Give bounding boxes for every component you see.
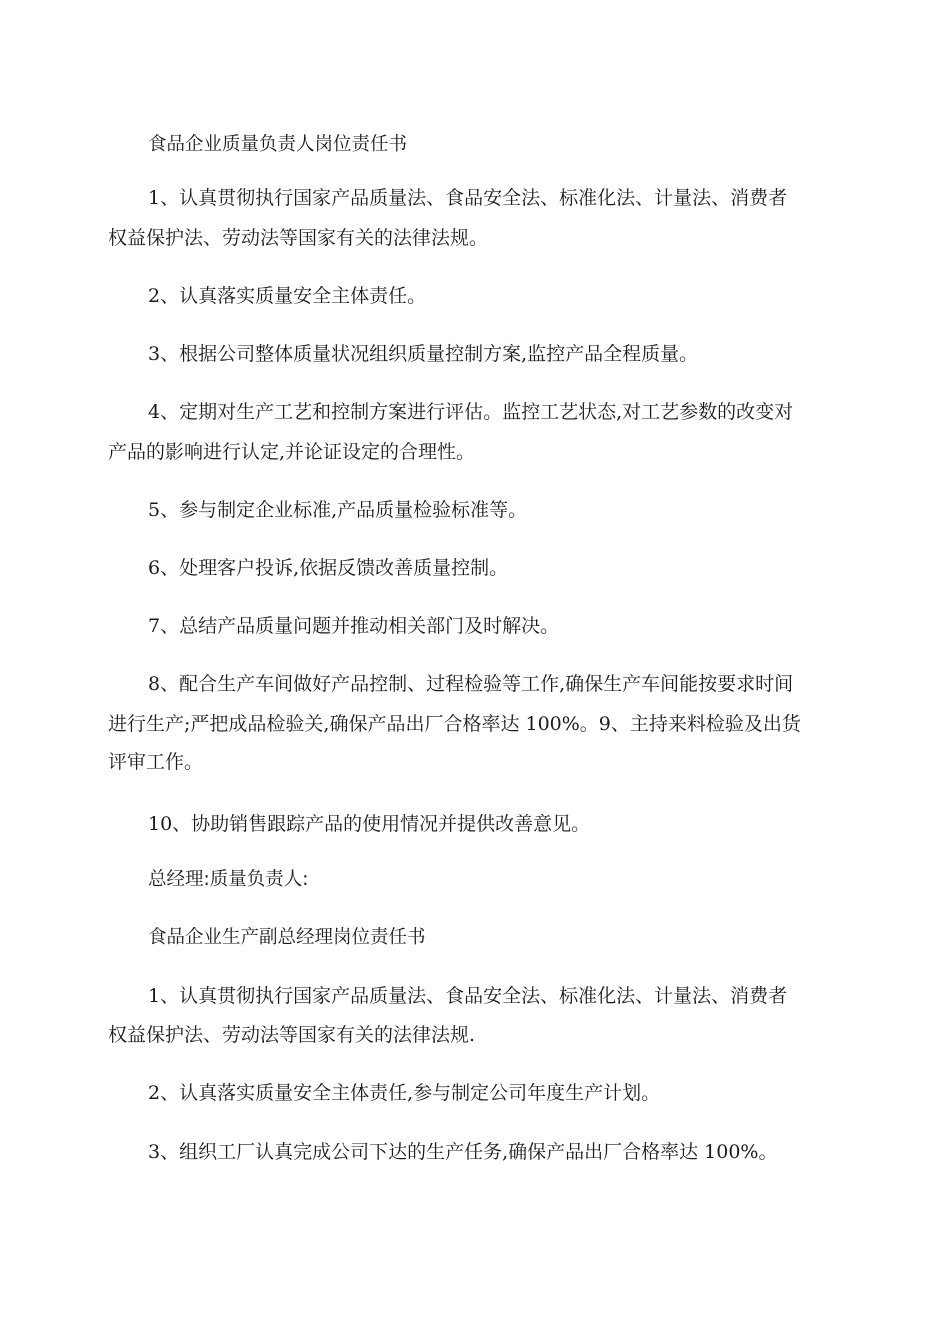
- section1-item4-line1: 4、定期对生产工艺和控制方案进行评估。监控工艺状态,对工艺参数的改变对: [148, 401, 794, 423]
- section1-item8-line2: 进行生产;严把成品检验关,确保产品出厂合格率达 100%。9、主持来料检验及出货: [108, 713, 801, 735]
- section1-item1-line2: 权益保护法、劳动法等国家有关的法律法规。: [108, 227, 489, 249]
- section1-title: 食品企业质量负责人岗位责任书: [148, 134, 408, 155]
- section1-item5: 5、参与制定企业标准,产品质量检验标准等。: [148, 499, 528, 521]
- section1-item4-line2: 产品的影响进行认定,并论证设定的合理性。: [108, 441, 476, 463]
- section1-item1-line1: 1、认真贯彻执行国家产品质量法、食品安全法、标准化法、计量法、消费者: [148, 187, 788, 209]
- section1-item10: 10、协助销售跟踪产品的使用情况并提供改善意见。: [148, 813, 591, 835]
- section2-item1-line1: 1、认真贯彻执行国家产品质量法、食品安全法、标准化法、计量法、消费者: [148, 985, 788, 1007]
- section1-item3: 3、根据公司整体质量状况组织质量控制方案,监控产品全程质量。: [148, 343, 699, 365]
- section1-signature: 总经理:质量负责人:: [148, 869, 309, 890]
- section1-item2: 2、认真落实质量安全主体责任。: [148, 285, 427, 307]
- section1-item8-line3: 评审工作。: [108, 751, 204, 773]
- section1-item7: 7、总结产品质量问题并推动相关部门及时解决。: [148, 615, 560, 637]
- section2-item1-line2: 权益保护法、劳动法等国家有关的法律法规.: [108, 1024, 476, 1046]
- section1-item6: 6、处理客户投诉,依据反馈改善质量控制。: [148, 557, 509, 579]
- section2-title: 食品企业生产副总经理岗位责任书: [148, 927, 426, 948]
- section1-item8-line1: 8、配合生产车间做好产品控制、过程检验等工作,确保生产车间能按要求时间: [148, 673, 794, 695]
- section2-item2: 2、认真落实质量安全主体责任,参与制定公司年度生产计划。: [148, 1082, 661, 1104]
- section2-item3: 3、组织工厂认真完成公司下达的生产任务,确保产品出厂合格率达 100%。: [148, 1141, 778, 1163]
